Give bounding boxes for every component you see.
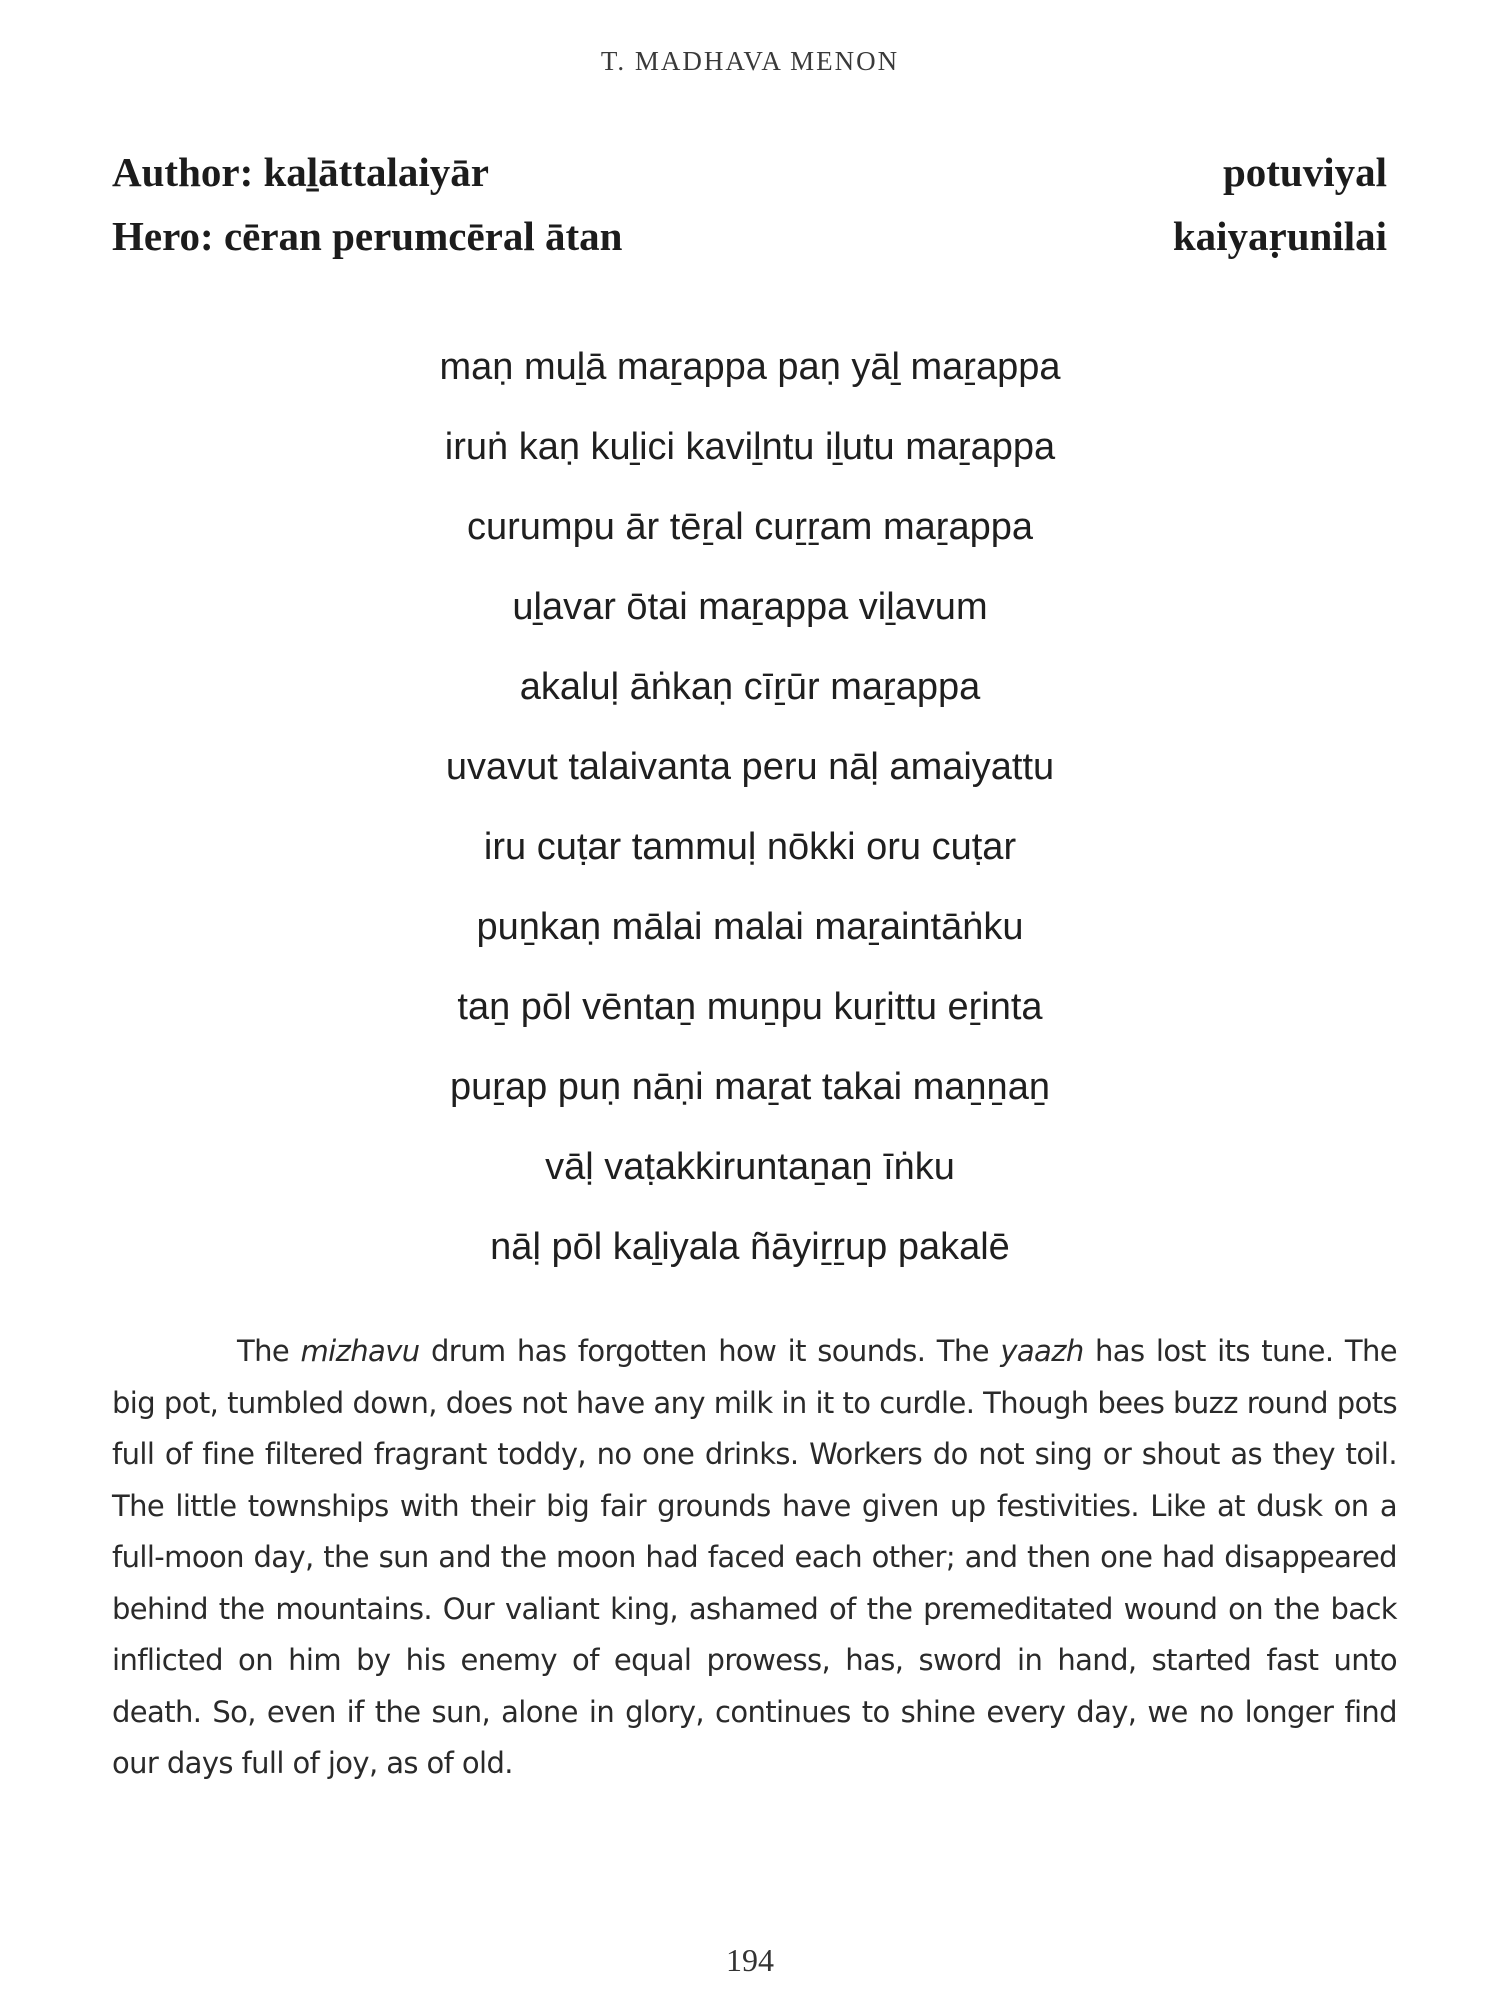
verse-line: iru cuṭar tammuḷ nōkki oru cuṭar <box>483 826 1017 868</box>
verse-line: uḻavar ōtai maṟappa viḻavum <box>512 586 988 628</box>
prose-text: The <box>237 1334 301 1368</box>
verse-line: uvavut talaivanta peru nāḷ amaiyattu <box>445 746 1055 788</box>
tinai-label: potuviyal <box>1222 149 1387 195</box>
meta-row-hero <box>112 212 1387 260</box>
prose-text: has lost its tune. The big pot, tumbled down, does not have any milk in it to curdle. Though bees buzz round pots full of fine filtered fragrant toddy, no one drinks. Workers do not sing or shout as they toil. The little townships with their big fair grounds have given up festivities. Like at dusk on a full-moon day, the sun and the moon had faced each other; and then one had disappeared behind the mountains. Our valiant king, ashamed of the premeditated wound on the back inflicted on him by his enemy of equal prowess, has, sword in hand, started fast unto death. So, even if the sun, alone in glory, continues to shine every day, we no longer find our days full of joy, as of old. <box>112 1334 1397 1780</box>
page-number: 194 <box>726 1942 774 1978</box>
prose-text: drum has forgotten how it sounds. The <box>419 1334 1001 1368</box>
prose-italic-yaazh: yaazh <box>1000 1334 1084 1368</box>
tamil-verse <box>0 338 1500 1298</box>
verse-line: akaluḷ āṅkaṇ cīṟūr maṟappa <box>519 666 981 708</box>
verse-line: vāḷ vaṭakkiruntaṉaṉ īṅku <box>545 1146 955 1188</box>
running-head: T. MADHAVA MENON <box>600 46 900 76</box>
meta-row-author <box>112 148 1387 196</box>
translation-paragraph <box>112 1326 1397 1790</box>
verse-line: puṟap puṇ nāṇi maṟat takai maṉṉaṉ <box>450 1066 1050 1108</box>
verse-line: iruṅ kaṇ kuḻici kaviḻntu iḻutu maṟappa <box>444 426 1056 468</box>
verse-line: maṇ muḻā maṟappa paṇ yāḻ maṟappa <box>439 346 1061 388</box>
verse-line: nāḷ pōl kaḻiyala ñāyiṟṟup pakalē <box>490 1226 1010 1268</box>
verse-line: taṉ pōl vēntaṉ muṉpu kuṟittu eṟinta <box>457 986 1043 1028</box>
turai-label: kaiyaṛunilai <box>1172 213 1387 259</box>
hero-label: Hero: cēran perumcēral ātan <box>112 213 623 259</box>
verse-line: puṉkaṇ mālai malai maṟaintāṅku <box>476 906 1024 948</box>
author-label: Author: kaḻāttalaiyār <box>112 149 489 195</box>
verse-line: curumpu ār tēṟal cuṟṟam maṟappa <box>467 506 1033 548</box>
prose-italic-mizhavu: mizhavu <box>300 1334 420 1368</box>
